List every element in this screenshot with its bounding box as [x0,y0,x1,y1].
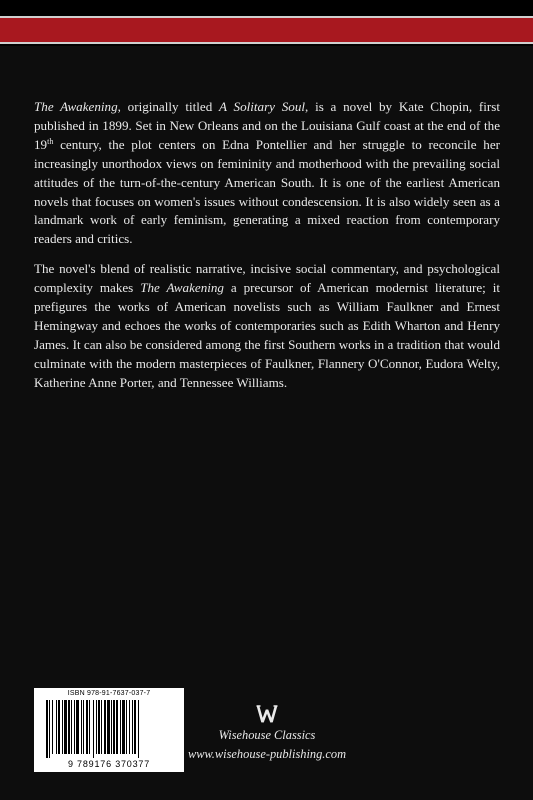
publisher-logo [202,703,332,730]
barcode-bar [104,700,106,754]
barcode-bar [101,700,102,754]
blurb-text: The novel's blend of realistic narrative, incisive social commentary, and psychological complexity makes [34,261,500,296]
barcode-bar [81,700,82,754]
barcode-bar [46,700,48,758]
blurb-paragraph-1 [34,98,500,249]
barcode-bar [93,700,94,758]
barcode-bar [98,700,100,754]
barcode-bar [113,700,115,754]
blurb-text: , is a novel by Kate Chopin, first published in 1899. Set in New Orleans and on the Louisiana Gulf coast at the end of the 19 [34,99,500,152]
barcode-digits: 9 789176 370377 [67,759,151,769]
top-decorative-band [0,0,533,46]
barcode-bar [64,700,67,754]
barcode-bar [132,700,133,754]
barcode-bar [120,700,121,754]
barcode-bar [68,700,70,754]
blurb-text: , originally titled [117,99,219,114]
barcode-bar [74,700,75,754]
blurb-paragraph-2 [34,260,500,392]
barcode-bar [76,700,79,754]
barcode-bar [116,700,118,754]
barcode-bar [56,700,57,754]
barcode-bar [111,700,112,754]
publisher-name: Wisehouse Classics [218,728,316,742]
barcode-bar [71,700,72,754]
book-title: The Awakening [34,99,118,114]
barcode-bar [122,700,125,754]
barcode-bar [86,700,88,754]
blurb-text: a precursor of American modernist literature; it prefigures the works of American novelists such as William Faulkner and Ernest Hemingway and echoes the works of contemporaries such as Edith Wharton and Henry James. It can also be considered among the first Southern works in a tradition that would culminate with the modern masterpieces of Faulkner, Flannery O'Connor, Eudora Welty, Katherine Anne Porter, and Tennessee Williams. [34,280,500,390]
wisehouse-logo-icon [256,703,278,725]
blurb-text: century, the plot centers on Edna Pontellier and her struggle to reconcile her increasingly unorthodox views on femininity and motherhood with the prevailing social attitudes of the turn-of-the-century American South. It is one of the earliest American novels that focuses on women's issues without condescension. It is also widely seen as a landmark work of early feminism, generating a mixed reaction from contemporary readers and critics. [34,136,500,247]
barcode-bar [138,700,139,758]
barcode-bar [58,700,60,754]
barcode-bar [52,700,53,754]
barcode-bar [83,700,84,754]
original-title: A Solitary Soul [219,99,306,114]
isbn-label: ISBN 978-91-7637-037-7 [67,690,151,697]
barcode-bar [129,700,130,754]
book-title: The Awakening [140,280,224,296]
barcode-bar [126,700,127,754]
barcode-bar [96,700,97,754]
ordinal-suffix: th [47,136,54,146]
barcode-bar [107,700,110,754]
barcode-bar [89,700,90,754]
band-red-stripe [0,18,533,42]
band-bottom-line [0,42,533,44]
publisher-url: www.wisehouse-publishing.com [187,747,347,761]
back-cover-blurb [34,98,500,404]
barcode-bar [49,700,50,758]
barcode-bar [134,700,136,754]
barcode-bar [62,700,63,754]
